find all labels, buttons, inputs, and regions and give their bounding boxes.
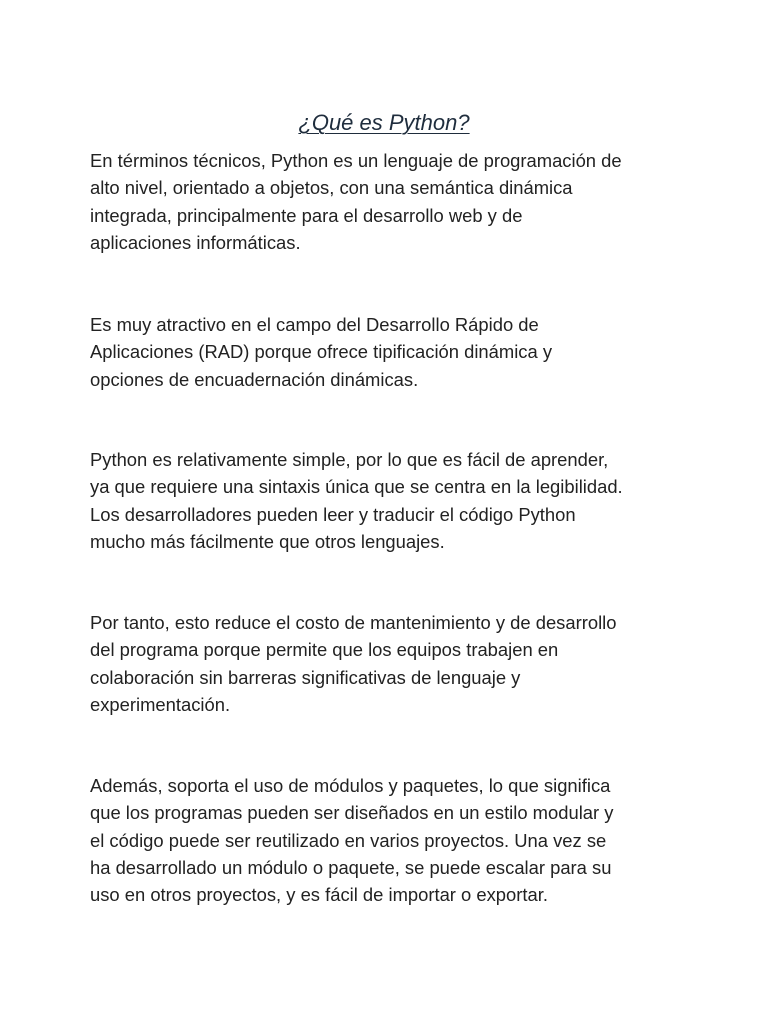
paragraph-line: aplicaciones informáticas.: [90, 231, 301, 253]
paragraph-line: el código puede ser reutilizado en varios proyectos. Una vez se: [90, 829, 607, 851]
paragraph-definition: [90, 147, 680, 256]
paragraph-line: que los programas pueden ser diseñados en un estilo modular y: [90, 802, 614, 824]
paragraph-simplicity: [90, 446, 680, 555]
paragraph-modules: [90, 772, 680, 908]
paragraph-line: ya que requiere una sintaxis única que se centra en la legibilidad.: [90, 476, 623, 498]
paragraph-line: alto nivel, orientado a objetos, con una semántica dinámica: [90, 177, 573, 199]
paragraph-line: integrada, principalmente para el desarrollo web y de: [90, 204, 523, 226]
paragraph-line: Python es relativamente simple, por lo que es fácil de aprender,: [90, 449, 609, 470]
paragraph-line: Además, soporta el uso de módulos y paquetes, lo que significa: [90, 775, 611, 796]
paragraph-line: Es muy atractivo en el campo del Desarrollo Rápido de: [90, 314, 539, 335]
paragraph-line: uso en otros proyectos, y es fácil de importar o exportar.: [90, 884, 548, 906]
paragraph-line: Aplicaciones (RAD) porque ofrece tipificación dinámica y: [90, 341, 553, 363]
paragraph-line: experimentación.: [90, 693, 231, 715]
paragraph-line: En términos técnicos, Python es un lenguaje de programación de: [90, 150, 622, 171]
paragraph-line: Por tanto, esto reduce el costo de mantenimiento y de desarrollo: [90, 612, 617, 633]
paragraph-line: opciones de encuadernación dinámicas.: [90, 368, 419, 390]
paragraph-line: del programa porque permite que los equipos trabajen en: [90, 639, 559, 661]
document-title: ¿Qué es Python?: [298, 110, 470, 135]
paragraph-line: ha desarrollado un módulo o paquete, se puede escalar para su: [90, 856, 612, 878]
paragraph-line: colaboración sin barreras significativas de lenguaje y: [90, 666, 521, 688]
paragraph-maintenance: [90, 609, 680, 718]
paragraph-line: mucho más fácilmente que otros lenguajes.: [90, 530, 445, 552]
paragraph-rad: [90, 311, 680, 393]
paragraph-line: Los desarrolladores pueden leer y traducir el código Python: [90, 503, 576, 525]
